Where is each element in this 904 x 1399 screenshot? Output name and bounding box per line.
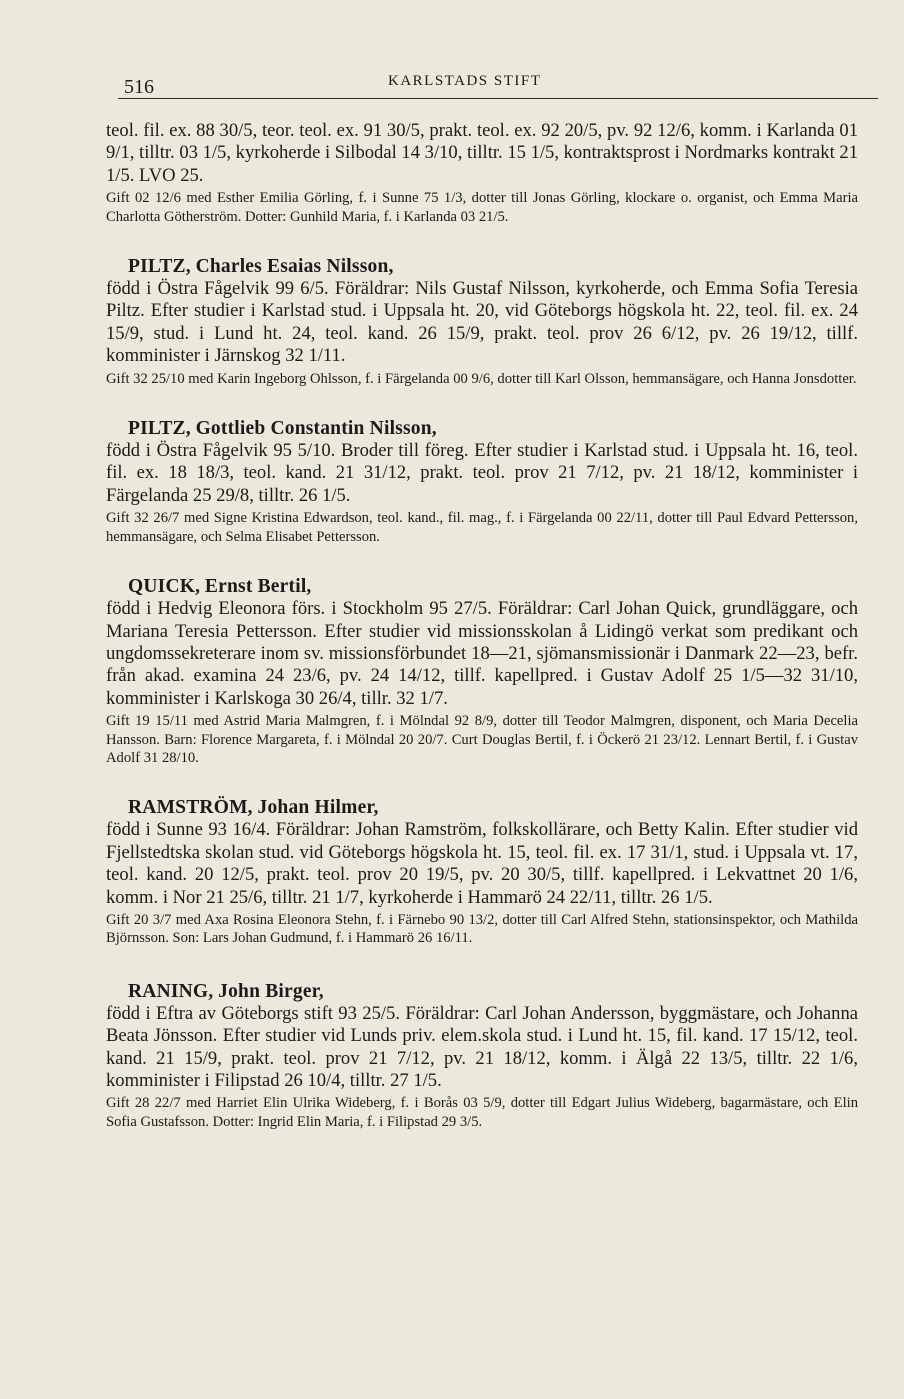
entry-main-text: född i Hedvig Eleonora förs. i Stockholm 95 27/5. Föräldrar: Carl Johan Quick, grundläggare, och Mariana Teresia Pettersson. Efter studier vid missionsskolan å Lidingö verkat som predikant och ungdomssekreterare inom sv. missionsförbundet 18—21, sjömansmissionär i Danmark 22—23, befr. från akad. examina 24 23/6, pv. 24 14/12, tillf. kapellpred. i Gustav Adolf 25 1/5—32 31/10, komminister i Karlskoga 30 26/4, tillr. 32 1/7. xyxy=(106,598,858,709)
entry-given-names: Charles Esaias Nilsson, xyxy=(195,256,394,278)
entry-given-names: Ernst Bertil, xyxy=(204,576,312,598)
page-header xyxy=(118,70,878,98)
entry-surname: PILTZ, xyxy=(128,418,191,440)
entry-given-names: John Birger, xyxy=(218,980,324,1002)
entry-main-text: född i Östra Fågelvik 99 6/5. Föräldrar: Nils Gustaf Nilsson, kyrkoherde, och Emma Sofia Teresia Piltz. Efter studier i Karlstad stud. i Uppsala ht. 20, vid Göteborgs högskola ht. 22, teol. fil. ex. 24 15/9, stud. i Lund ht. 24, teol. kand. 26 15/9, prakt. teol. prov 26 6/12, pv. 26 19/12, tillf. komminister i Järnskog 32 1/11. xyxy=(106,278,858,367)
entry-main-text: född i Eftra av Göteborgs stift 93 25/5. Föräldrar: Carl Johan Andersson, byggmästare, och Johanna Beata Jönsson. Efter studier vid Lunds priv. elem.skola stud. i Lund ht. 15, fil. kand. 17 15/12, teol. kand. 21 15/9, prakt. teol. prov 21 7/12, pv. 21 18/12, komm. i Älgå 22 13/5, tilltr. 22 1/6, komminister i Filipstad 26 10/4, tilltr. 27 1/5. xyxy=(106,1002,858,1091)
entry-surname: QUICK, xyxy=(128,576,201,598)
entry-name xyxy=(128,981,858,1003)
entry-family-text: Gift 19 15/11 med Astrid Maria Malmgren, f. i Mölndal 92 8/9, dotter till Teodor Malmgren, disponent, och Maria Decelia Hansson. Barn: Florence Margareta, f. i Mölndal 20 20/7. Curt Douglas Bertil, f. i Öckerö 21 23/12. Lennart Bertil, f. i Gustav Adolf 31 28/10. xyxy=(106,713,858,766)
entry-main-text: född i Östra Fågelvik 95 5/10. Broder till föreg. Efter studier i Karlstad stud. i Uppsala ht. 16, teol. fil. ex. 18 18/3, teol. kand. 21 31/12, prakt. teol. prov 21 7/12, pv. 21 18/12, komminister i Färgelanda 25 29/8, tilltr. 26 1/5. xyxy=(106,440,858,506)
entry-name xyxy=(128,797,858,819)
entry-quick-ernst xyxy=(106,576,858,767)
entry-family-text: Gift 28 22/7 med Harriet Elin Ulrika Wideberg, f. i Borås 03 5/9, dotter till Edgart Julius Wideberg, bagarmästare, och Elin Sofia Gustafsson. Dotter: Ingrid Elin Maria, f. i Filipstad 29 3/5. xyxy=(106,1095,858,1130)
page-number: 516 xyxy=(124,76,154,98)
page-content xyxy=(106,120,858,1131)
entry-family-text: Gift 32 25/10 med Karin Ingeborg Ohlsson, f. i Färgelanda 00 9/6, dotter till Karl Olsson, hemmansägare, och Hanna Jonsdotter. xyxy=(106,370,857,387)
entry-surname: RAMSTRÖM, xyxy=(128,797,253,819)
entry-name xyxy=(128,256,858,278)
entry-name xyxy=(128,418,858,440)
entry-raning-john xyxy=(106,981,858,1131)
entry-family-text: Gift 32 26/7 med Signe Kristina Edwardson, teol. kand., fil. mag., f. i Färgelanda 00 22/11, dotter till Paul Edvard Pettersson, hemmansägare, och Selma Elisabet Pettersson. xyxy=(106,510,858,545)
entry-given-names: Johan Hilmer, xyxy=(257,797,379,819)
running-head: KARLSTADS STIFT xyxy=(388,73,542,89)
entry-surname: PILTZ, xyxy=(128,256,191,278)
entry-ramstrom-johan xyxy=(106,797,858,947)
entry-continuation xyxy=(106,120,858,226)
entry-main-text: född i Sunne 93 16/4. Föräldrar: Johan Ramström, folkskollärare, och Betty Kalin. Efter studier vid Fjellstedtska skolan stud. vid Göteborgs högskola ht. 15, teol. fil. ex. 17 31/1, stud. i Uppsala vt. 17, teol. kand. 20 12/5, prakt. teol. prov 20 19/5, pv. 20 30/5, tillf. kapellpred. i Lekvattnet 20 1/6, komm. i Nor 21 25/6, tilltr. 21 1/7, kyrkoherde i Hammarö 24 22/11, tilltr. 26 1/5. xyxy=(106,819,858,908)
entry-given-names: Gottlieb Constantin Nilsson, xyxy=(195,418,437,440)
entry-piltz-gottlieb xyxy=(106,418,858,546)
entry-surname: RANING, xyxy=(128,980,214,1002)
entry-family-text: Gift 20 3/7 med Axa Rosina Eleonora Stehn, f. i Färnebo 90 13/2, dotter till Carl Alfred Stehn, stationsinspektor, och Mathilda Björnsson. Son: Lars Johan Gudmund, f. i Hammarö 26 16/11. xyxy=(106,911,858,947)
header-rule xyxy=(118,98,878,99)
entry-main-text: teol. fil. ex. 88 30/5, teor. teol. ex. 91 30/5, prakt. teol. ex. 92 20/5, pv. 92 12/6, komm. i Karlanda 01 9/1, tilltr. 03 1/5, kyrkoherde i Silbodal 14 3/10, tilltr. 15 1/5, kontraktsprost i Nordmarks kontrakt 21 1/5. LVO 25. xyxy=(106,120,858,186)
entry-name xyxy=(128,576,858,598)
entry-piltz-charles xyxy=(106,256,858,388)
entry-family-text: Gift 02 12/6 med Esther Emilia Görling, f. i Sunne 75 1/3, dotter till Jonas Görling, klockare o. organist, och Emma Maria Charlotta Götherström. Dotter: Gunhild Maria, f. i Karlanda 03 21/5. xyxy=(106,190,858,225)
